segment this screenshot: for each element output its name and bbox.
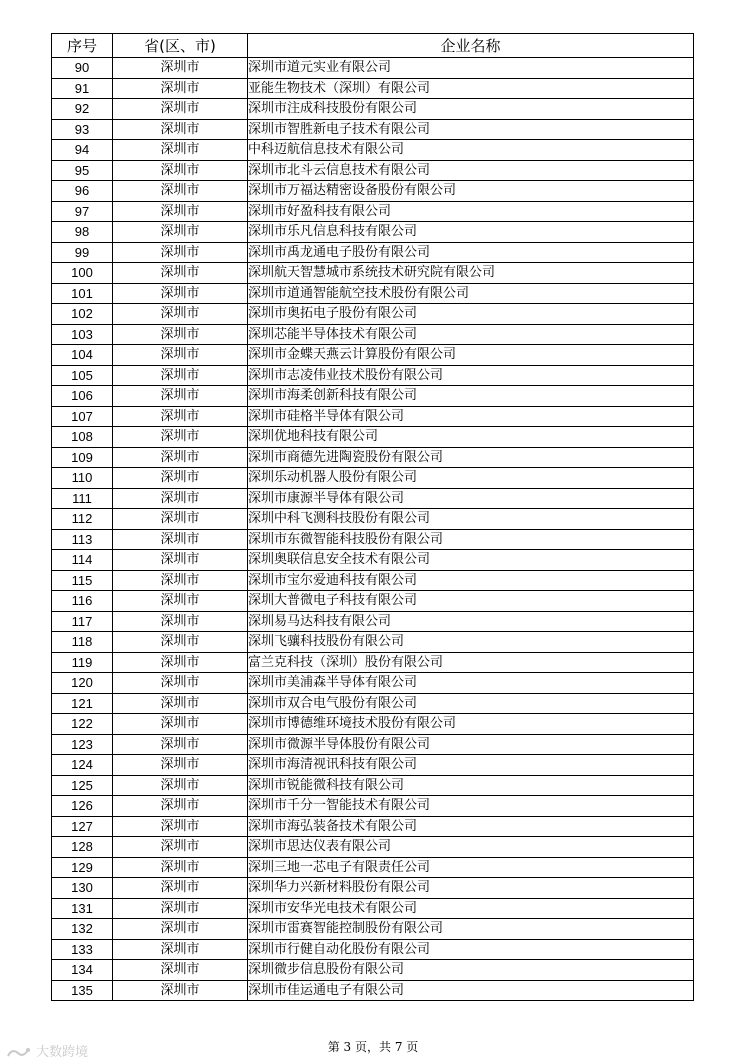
table-row xyxy=(52,570,694,591)
row-number: 133 xyxy=(52,939,113,960)
table-row xyxy=(52,427,694,448)
row-number: 91 xyxy=(52,78,113,99)
row-number: 105 xyxy=(52,365,113,386)
table-row xyxy=(52,509,694,530)
row-province: 深圳市 xyxy=(113,878,248,899)
row-company: 中科迈航信息技术有限公司 xyxy=(248,140,694,161)
row-province: 深圳市 xyxy=(113,242,248,263)
table-row xyxy=(52,673,694,694)
row-province: 深圳市 xyxy=(113,837,248,858)
table-row xyxy=(52,837,694,858)
table-row xyxy=(52,939,694,960)
row-number: 131 xyxy=(52,898,113,919)
row-company: 深圳易马达科技有限公司 xyxy=(248,611,694,632)
row-company: 深圳芯能半导体技术有限公司 xyxy=(248,324,694,345)
row-province: 深圳市 xyxy=(113,550,248,571)
watermark xyxy=(6,1041,88,1060)
row-province: 深圳市 xyxy=(113,58,248,79)
row-province: 深圳市 xyxy=(113,919,248,940)
row-province: 深圳市 xyxy=(113,447,248,468)
row-company: 深圳市雷赛智能控制股份有限公司 xyxy=(248,919,694,940)
row-province: 深圳市 xyxy=(113,468,248,489)
table-row xyxy=(52,160,694,181)
row-number: 108 xyxy=(52,427,113,448)
row-number: 103 xyxy=(52,324,113,345)
table-row xyxy=(52,365,694,386)
row-company: 深圳市硅格半导体有限公司 xyxy=(248,406,694,427)
table-row xyxy=(52,58,694,79)
row-number: 109 xyxy=(52,447,113,468)
row-number: 122 xyxy=(52,714,113,735)
row-company: 深圳市志凌伟业技术股份有限公司 xyxy=(248,365,694,386)
row-company: 深圳市金蝶天燕云计算股份有限公司 xyxy=(248,345,694,366)
row-number: 119 xyxy=(52,652,113,673)
row-province: 深圳市 xyxy=(113,201,248,222)
row-company: 深圳微步信息股份有限公司 xyxy=(248,960,694,981)
row-company: 深圳市东微智能科技股份有限公司 xyxy=(248,529,694,550)
table-row xyxy=(52,693,694,714)
table-row xyxy=(52,960,694,981)
row-province: 深圳市 xyxy=(113,181,248,202)
row-number: 107 xyxy=(52,406,113,427)
table-row xyxy=(52,386,694,407)
row-number: 92 xyxy=(52,99,113,120)
row-number: 114 xyxy=(52,550,113,571)
table-row xyxy=(52,345,694,366)
table-row xyxy=(52,222,694,243)
row-province: 深圳市 xyxy=(113,980,248,1001)
row-number: 121 xyxy=(52,693,113,714)
row-number: 97 xyxy=(52,201,113,222)
table-header-row xyxy=(52,34,694,58)
row-company: 深圳大普微电子科技有限公司 xyxy=(248,591,694,612)
row-number: 116 xyxy=(52,591,113,612)
table-row xyxy=(52,181,694,202)
row-company: 深圳市海柔创新科技有限公司 xyxy=(248,386,694,407)
row-company: 深圳市商德先进陶瓷股份有限公司 xyxy=(248,447,694,468)
row-number: 106 xyxy=(52,386,113,407)
row-province: 深圳市 xyxy=(113,365,248,386)
row-province: 深圳市 xyxy=(113,673,248,694)
row-number: 96 xyxy=(52,181,113,202)
row-province: 深圳市 xyxy=(113,304,248,325)
row-province: 深圳市 xyxy=(113,632,248,653)
row-company: 深圳飞骧科技股份有限公司 xyxy=(248,632,694,653)
row-province: 深圳市 xyxy=(113,816,248,837)
row-province: 深圳市 xyxy=(113,939,248,960)
row-province: 深圳市 xyxy=(113,488,248,509)
table-row xyxy=(52,140,694,161)
row-company: 深圳优地科技有限公司 xyxy=(248,427,694,448)
table-row xyxy=(52,488,694,509)
row-number: 118 xyxy=(52,632,113,653)
row-company: 深圳市美浦森半导体有限公司 xyxy=(248,673,694,694)
table-row xyxy=(52,304,694,325)
row-company: 深圳市微源半导体股份有限公司 xyxy=(248,734,694,755)
row-number: 120 xyxy=(52,673,113,694)
row-number: 128 xyxy=(52,837,113,858)
row-company: 深圳中科飞测科技股份有限公司 xyxy=(248,509,694,530)
row-number: 90 xyxy=(52,58,113,79)
row-province: 深圳市 xyxy=(113,509,248,530)
table-row xyxy=(52,898,694,919)
row-province: 深圳市 xyxy=(113,960,248,981)
row-number: 125 xyxy=(52,775,113,796)
row-number: 100 xyxy=(52,263,113,284)
row-company: 深圳乐动机器人股份有限公司 xyxy=(248,468,694,489)
table-row xyxy=(52,406,694,427)
table-row xyxy=(52,201,694,222)
table-row xyxy=(52,263,694,284)
row-province: 深圳市 xyxy=(113,386,248,407)
row-number: 126 xyxy=(52,796,113,817)
row-company: 深圳市千分一智能技术有限公司 xyxy=(248,796,694,817)
header-number: 序号 xyxy=(52,34,113,58)
row-number: 132 xyxy=(52,919,113,940)
header-company: 企业名称 xyxy=(248,34,694,58)
page-number: 第 3 页，共 7 页 xyxy=(327,1040,419,1054)
row-number: 127 xyxy=(52,816,113,837)
row-company: 深圳市好盈科技有限公司 xyxy=(248,201,694,222)
table-row xyxy=(52,980,694,1001)
row-province: 深圳市 xyxy=(113,898,248,919)
row-number: 129 xyxy=(52,857,113,878)
row-province: 深圳市 xyxy=(113,160,248,181)
row-province: 深圳市 xyxy=(113,755,248,776)
row-number: 102 xyxy=(52,304,113,325)
row-company: 深圳华力兴新材料股份有限公司 xyxy=(248,878,694,899)
row-company: 深圳市佳运通电子有限公司 xyxy=(248,980,694,1001)
table-row xyxy=(52,550,694,571)
row-number: 94 xyxy=(52,140,113,161)
table-row xyxy=(52,652,694,673)
row-province: 深圳市 xyxy=(113,140,248,161)
row-company: 深圳市康源半导体有限公司 xyxy=(248,488,694,509)
row-province: 深圳市 xyxy=(113,324,248,345)
row-company: 深圳市道元实业有限公司 xyxy=(248,58,694,79)
table-row xyxy=(52,755,694,776)
row-company: 深圳市海清视讯科技有限公司 xyxy=(248,755,694,776)
table-row xyxy=(52,857,694,878)
row-company: 深圳航天智慧城市系统技术研究院有限公司 xyxy=(248,263,694,284)
row-company: 深圳市博德维环境技术股份有限公司 xyxy=(248,714,694,735)
table-row xyxy=(52,529,694,550)
row-number: 115 xyxy=(52,570,113,591)
row-province: 深圳市 xyxy=(113,591,248,612)
row-company: 深圳市奥拓电子股份有限公司 xyxy=(248,304,694,325)
row-province: 深圳市 xyxy=(113,263,248,284)
table-row xyxy=(52,119,694,140)
row-company: 亚能生物技术（深圳）有限公司 xyxy=(248,78,694,99)
row-number: 104 xyxy=(52,345,113,366)
row-company: 深圳市北斗云信息技术有限公司 xyxy=(248,160,694,181)
company-list-table xyxy=(51,33,694,1001)
row-province: 深圳市 xyxy=(113,796,248,817)
table-row xyxy=(52,878,694,899)
row-number: 135 xyxy=(52,980,113,1001)
row-company: 深圳市双合电气股份有限公司 xyxy=(248,693,694,714)
row-province: 深圳市 xyxy=(113,345,248,366)
row-company: 深圳奥联信息安全技术有限公司 xyxy=(248,550,694,571)
row-number: 130 xyxy=(52,878,113,899)
table-row xyxy=(52,611,694,632)
row-province: 深圳市 xyxy=(113,857,248,878)
table-row xyxy=(52,632,694,653)
row-company: 深圳市安华光电技术有限公司 xyxy=(248,898,694,919)
row-company: 深圳市行健自动化股份有限公司 xyxy=(248,939,694,960)
row-company: 深圳市道通智能航空技术股份有限公司 xyxy=(248,283,694,304)
row-number: 113 xyxy=(52,529,113,550)
table-row xyxy=(52,468,694,489)
row-company: 深圳三地一芯电子有限责任公司 xyxy=(248,857,694,878)
row-province: 深圳市 xyxy=(113,714,248,735)
row-number: 112 xyxy=(52,509,113,530)
row-number: 123 xyxy=(52,734,113,755)
table-row xyxy=(52,78,694,99)
row-number: 117 xyxy=(52,611,113,632)
row-company: 深圳市宝尔爱迪科技有限公司 xyxy=(248,570,694,591)
row-company: 深圳市思达仪表有限公司 xyxy=(248,837,694,858)
table-row xyxy=(52,816,694,837)
table-row xyxy=(52,447,694,468)
row-province: 深圳市 xyxy=(113,427,248,448)
table-row xyxy=(52,242,694,263)
row-company: 深圳市万福达精密设备股份有限公司 xyxy=(248,181,694,202)
row-number: 101 xyxy=(52,283,113,304)
row-number: 98 xyxy=(52,222,113,243)
row-province: 深圳市 xyxy=(113,283,248,304)
table-row xyxy=(52,591,694,612)
table-row xyxy=(52,775,694,796)
table-row xyxy=(52,919,694,940)
row-company: 富兰克科技（深圳）股份有限公司 xyxy=(248,652,694,673)
table-row xyxy=(52,734,694,755)
table-row xyxy=(52,283,694,304)
row-province: 深圳市 xyxy=(113,611,248,632)
row-number: 111 xyxy=(52,488,113,509)
row-province: 深圳市 xyxy=(113,570,248,591)
table-row xyxy=(52,324,694,345)
row-province: 深圳市 xyxy=(113,652,248,673)
row-company: 深圳市乐凡信息科技有限公司 xyxy=(248,222,694,243)
header-province: 省(区、市) xyxy=(113,34,248,58)
row-company: 深圳市海弘装备技术有限公司 xyxy=(248,816,694,837)
row-province: 深圳市 xyxy=(113,119,248,140)
table-row xyxy=(52,714,694,735)
row-province: 深圳市 xyxy=(113,734,248,755)
table-row xyxy=(52,99,694,120)
row-company: 深圳市禹龙通电子股份有限公司 xyxy=(248,242,694,263)
watermark-text: 大数跨境 xyxy=(36,1045,89,1060)
row-number: 99 xyxy=(52,242,113,263)
row-number: 134 xyxy=(52,960,113,981)
row-province: 深圳市 xyxy=(113,693,248,714)
row-company: 深圳市锐能微科技有限公司 xyxy=(248,775,694,796)
row-number: 93 xyxy=(52,119,113,140)
row-number: 124 xyxy=(52,755,113,776)
row-number: 95 xyxy=(52,160,113,181)
brand-logo-icon xyxy=(6,1046,32,1060)
table-row xyxy=(52,796,694,817)
row-number: 110 xyxy=(52,468,113,489)
row-province: 深圳市 xyxy=(113,99,248,120)
row-province: 深圳市 xyxy=(113,529,248,550)
row-province: 深圳市 xyxy=(113,78,248,99)
row-province: 深圳市 xyxy=(113,406,248,427)
row-province: 深圳市 xyxy=(113,775,248,796)
row-company: 深圳市注成科技股份有限公司 xyxy=(248,99,694,120)
row-company: 深圳市智胜新电子技术有限公司 xyxy=(248,119,694,140)
row-province: 深圳市 xyxy=(113,222,248,243)
